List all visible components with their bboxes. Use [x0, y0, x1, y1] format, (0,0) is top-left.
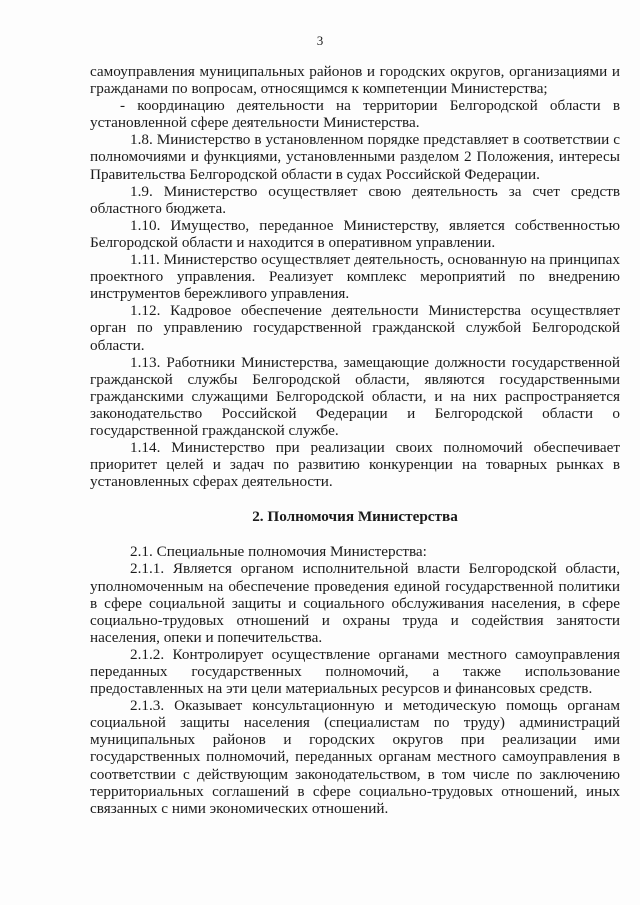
paragraph-1-10: 1.10. Имущество, переданное Министерству, является собственностью Белгородской области и находится в оперативном управлении. — [90, 216, 620, 251]
paragraph-1-14: 1.14. Министерство при реализации своих полномочий обеспечивает приоритет целей и задач по развитию конкуренции на товарных рынках в установленных сферах деятельности. — [90, 439, 620, 491]
paragraph-1-13: 1.13. Работники Министерства, замещающие должности государственной гражданской службы Белгородской области, являются государственными гражданскими служащими Белгородской области, и на них распространяется законодательство Российской Федерации и Белгородской области о государственной гражданской службе. — [90, 353, 620, 439]
paragraph-1-9: 1.9. Министерство осуществляет свою деятельность за счет средств областного бюджета. — [90, 182, 620, 217]
paragraph-continuation: самоуправления муниципальных районов и городских округов, организациями и гражданами по вопросам, относящимся к компетенции Министерства; — [90, 63, 620, 98]
paragraph-2-1: 2.1. Специальные полномочия Министерства: — [130, 543, 427, 561]
paragraph-2-1-1: 2.1.1. Является органом исполнительной власти Белгородской области, уполномоченным на обеспечение проведения единой государственной политики в сфере социальной защиты и социального обслуживания населения, в сфере социально-трудовых отношений и охраны труда и содействия занятости населения, опеки и попечительства. — [90, 560, 620, 646]
paragraph-1-12: 1.12. Кадровое обеспечение деятельности Министерства осуществляет орган по управлению государственной гражданской службой Белгородской области. — [90, 302, 620, 354]
section-heading: 2. Полномочия Министерства — [252, 508, 458, 526]
paragraph-bullet-coordination: - координацию деятельности на территории Белгородской области в установленной сфере деятельности Министерства. — [90, 97, 620, 132]
paragraph-2-1-2: 2.1.2. Контролирует осуществление органами местного самоуправления переданных государственных полномочий, а также использование предоставленных на эти цели материальных ресурсов и финансовых средств. — [90, 645, 620, 698]
paragraph-1-11: 1.11. Министерство осуществляет деятельность, основанную на принципах проектного управления. Реализует комплекс мероприятий по внедрению инструментов бережливого управления. — [90, 251, 620, 303]
paragraph-1-8: 1.8. Министерство в установленном порядке представляет в соответствии с полномочиями и функциями, установленными разделом 2 Положения, интересы Правительства Белгородской области в судах Российской Федерации. — [90, 131, 620, 183]
page-number: 3 — [316, 33, 324, 48]
paragraph-2-1-3: 2.1.3. Оказывает консультационную и методическую помощь органам социальной защиты населения (специалистам по труду) администраций муниципальных районов и городских округов при реализации ими государственных полномочий, переданных органам местного самоуправления в соответствии с действующим законодательством, в том числе по заключению территориальных соглашений в сфере социально-трудовых отношений, иных связанных с ними экономических отношений. — [90, 697, 620, 817]
document-body — [90, 63, 620, 817]
